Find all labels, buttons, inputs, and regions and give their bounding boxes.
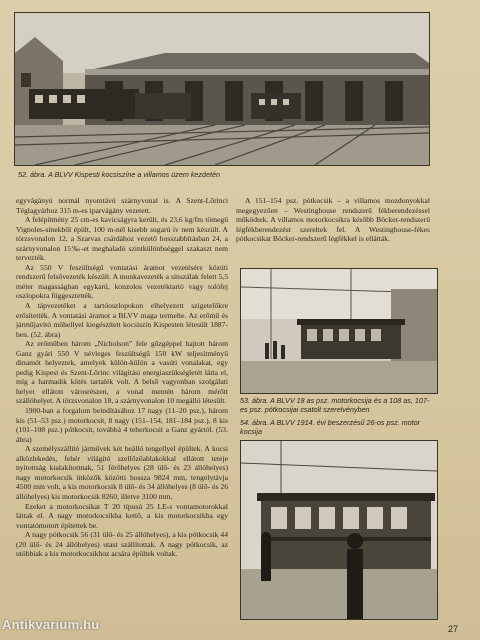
- paragraph: A 151–154 psz. pótkocsik – a villamos mozdonyokkal megegyezően – Westinghouse rendszerű fékberendezéssel működtek. A villamos motorkocsikra később Böcker-rendszerű légfékberendezést szereltek fel. A Westinghouse-fékes pótkocsikat Böcker-rendszerű légfékkel is ellátták.: [236, 196, 430, 244]
- paragraph: Ezeket a motorkocsikat T 20 típusú 25 LE-s vontamotorokkal láttak el. A nagy motorkocsikba kettő, a kis motorkocsikba egy vontatómotort építettek be.: [16, 501, 228, 530]
- paragraph: Az erőműben három „Nicholson” fele gőzgéppel hajtott három Ganz gyári 550 V névleges feszültségű 150 kW teljesítményű dinamót helyeztek, amelyek külön-külön a vasúti vonalakat, egy pedig Kispest és Szent-Lőrinc világítási energiaszükségletét látta el, míg a harmadik kötés tartalék volt. A belső vagyonban szolgálati helyet ellátott városrészen, a vonal mentén három mérőtt szállóhelyet. A törzsvonalon 18, a szárnyvonalon 10 megálló létesült.: [16, 339, 228, 406]
- figure-54-caption: 54. ábra. A BLVV 1914. évi beszerzésű 26-os psz. motor kocsija: [240, 418, 421, 436]
- paragraph: Az 550 V feszültségű vontatási áramot vezetésére közúti rendszerű felsővezeték készült. A munkavezeték a sínszálak felett 5,5 méter magasságban egykarú, konzolos vezetéktartó vagy tolófej oszlopokra függesztették.: [16, 262, 228, 301]
- paragraph: A nagy pótkocsik 56 (31 ülő- és 25 állóhelyes), a kis pótkocsik 44 (20 ülő- és 24 állóhelyes) utast szállítottak. A nagy pótkocsik, az utóbbiak a kis motorkocsikhoz acsára épültek voltak.: [16, 530, 228, 559]
- paragraph: A személyszállító járművek két beálló tengellyel épültek. A kocsi alközlekedés, fehér világító szellőzőablakokkal ellátott teteje nyitottság kialakítottnak, 51 férőhelyes (28 ülő- és 23 állóhelyes) nagy motorkocsik ütközők közötti hossza 9824 mm, tengelytávja 4500 mm volt, a kis motorkocsik 8 ülő- és 34 állóhelyes (8 ülő- és 26 állóhelyes) kis motorkocsik 8260, illetve 3100 mm.: [16, 444, 228, 501]
- photo-depot-image: [15, 13, 429, 165]
- photo-kispest-depot: [14, 12, 430, 166]
- figure-53-caption: 53. ábra. A BLVV 18 as psz. motorkocsija és a 108 as, 107-es psz. pótkocsijai csatolt szerelvényben: [240, 396, 430, 414]
- right-text-column: [236, 196, 430, 252]
- paragraph: A felépítmény 25 cm-es kavicságyra került, és 23,6 kg/fm tömegű Vignoles-sínekből épült, 100 m-nél kisebb sugarú ív nem készült. A törzsvonalon 12, a Szarvas csárdához vezető hosszabbításban 24, a szárnyvonalon 15‰-et meghaladó szintkülönbséggel szakaszt nem tervezték.: [16, 215, 228, 263]
- photo-tram-set: [240, 268, 438, 394]
- paragraph: A tápvezetéket a tartóoszlopokon elhelyezett szigetelőkre erősítették. A vontatási áramot a BLVV maga termelte. Az erőmű és járműjavító műhellyel kiegészített kocsiszín Kispesten létesült 1887-ben. (52. ábra): [16, 301, 228, 339]
- paragraph: 1900-ban a forgalom beindításához 17 nagy (11–20 psz.), három kis (51–53 psz.) motorkocsit, 8 nagy (151–154, 181–184 psz.), 8 kis (101–108 psz.) pótkocsit, továbbá 4 teherkocsit a Ganz gyártól. (53. ábra): [16, 406, 228, 444]
- paragraph: egyvágányú normál nyomtávú szárnyvonal is. A Szent-Lőrinci Téglagyárhoz 315 m-es iparvágány vezetett.: [16, 196, 228, 215]
- photo-motor-tram-26: [240, 440, 438, 620]
- photo-tram-set-image: [241, 269, 437, 393]
- figure-52-caption: 52. ábra. A BLVV Kispesti kocsiszíne a villamos üzem kezdetén: [18, 170, 221, 179]
- left-text-column: [16, 196, 228, 620]
- watermark: Antikvarium.hu: [2, 617, 100, 632]
- photo-motor-tram-image: [241, 441, 437, 619]
- page-number: 27: [447, 624, 458, 634]
